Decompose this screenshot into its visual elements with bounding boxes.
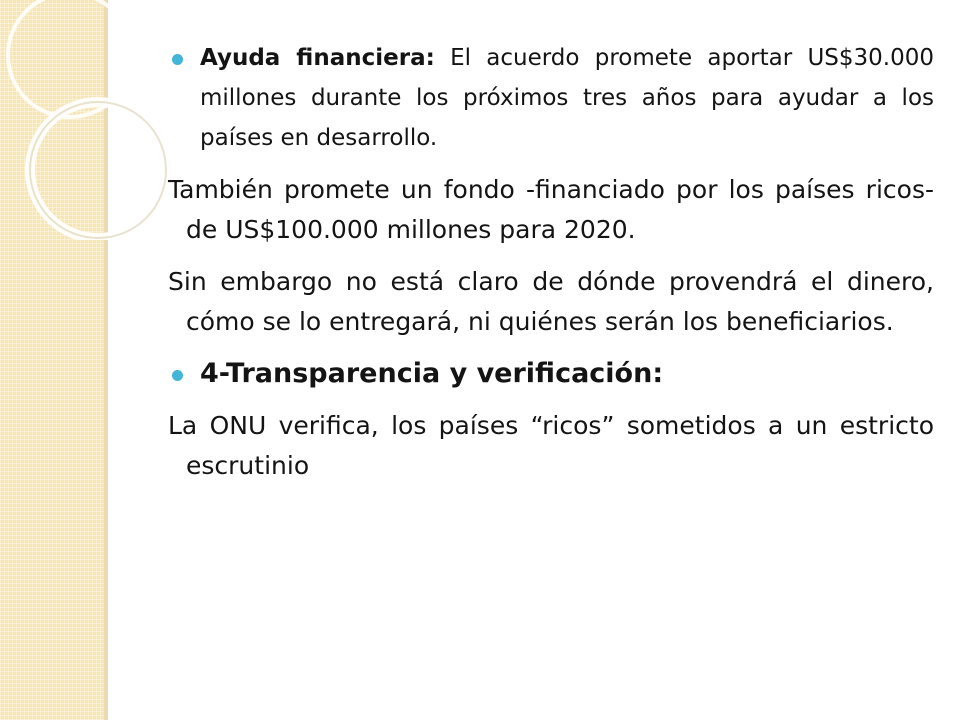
paragraph-label: Ayuda financiera: — [200, 45, 435, 71]
paragraph-text: El acuerdo promete aportar US$30.000 millones durante los próximos tres años para ayudar a los países en desarrollo. — [200, 45, 934, 151]
paragraph-fondo: También promete un fondo -financiado por los países ricos- de US$100.000 millones para 2020. — [168, 175, 934, 244]
section-heading — [168, 354, 934, 394]
paragraph-onu: La ONU verifica, los países “ricos” sometidos a un estricto escrutinio — [168, 411, 934, 480]
heading-text: 4-Transparencia y verificación: — [200, 358, 664, 389]
paragraph-ayuda-financiera — [168, 38, 934, 158]
bullet-icon — [172, 54, 183, 65]
slide-body — [168, 38, 934, 498]
paragraph-sin-embargo: Sin embargo no está claro de dónde provendrá el dinero, cómo se lo entregará, ni quiénes serán los beneficiarios. — [168, 267, 934, 336]
bullet-icon — [172, 370, 183, 381]
decorative-ring-shadow — [30, 102, 166, 238]
